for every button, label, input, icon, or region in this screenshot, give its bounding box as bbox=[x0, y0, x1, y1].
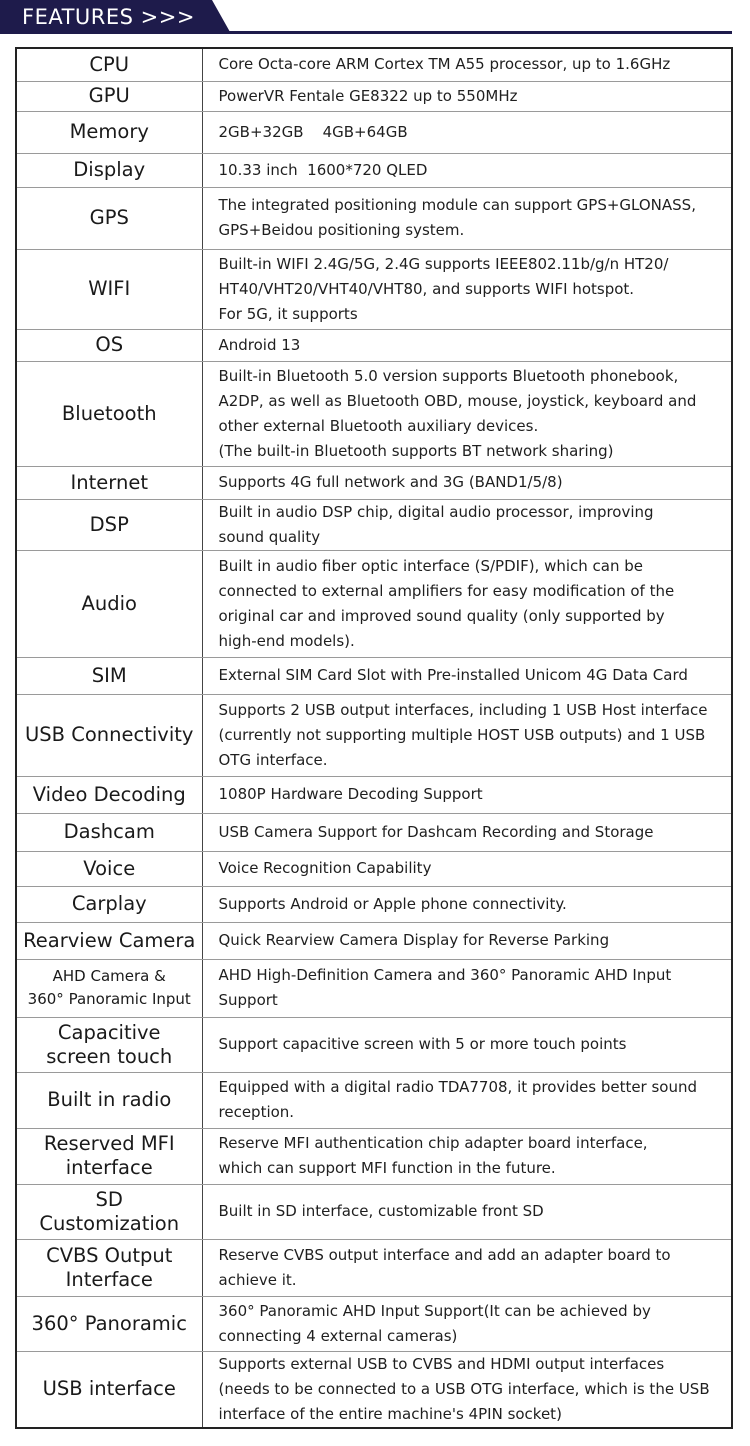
spec-row bbox=[16, 1239, 732, 1296]
spec-value bbox=[202, 959, 732, 1017]
spec-value bbox=[202, 361, 732, 466]
spec-label: WIFI bbox=[16, 249, 202, 329]
spec-value-line: Voice Recognition Capability bbox=[218, 859, 432, 877]
spec-value-line: 10.33 inch 1600*720 QLED bbox=[218, 160, 428, 179]
spec-value-line: USB Camera Support for Dashcam Recording and Storage bbox=[218, 822, 654, 841]
spec-value bbox=[202, 329, 732, 361]
spec-value bbox=[202, 1184, 732, 1239]
spec-row bbox=[16, 1351, 732, 1428]
spec-value bbox=[202, 187, 732, 249]
spec-label: CVBS Output Interface bbox=[16, 1239, 202, 1296]
spec-value-line: connected to external amplifiers for easy modification of the bbox=[218, 581, 675, 600]
spec-label: 360° Panoramic bbox=[16, 1296, 202, 1351]
spec-value-line: A2DP, as well as Bluetooth OBD, mouse, joystick, keyboard and bbox=[218, 391, 697, 410]
spec-value-line: Reserve CVBS output interface and add an adapter board to bbox=[218, 1245, 671, 1264]
spec-row bbox=[16, 81, 732, 111]
spec-row bbox=[16, 111, 732, 153]
spec-value-line: Equipped with a digital radio TDA7708, it provides better sound bbox=[218, 1078, 698, 1096]
spec-label: Audio bbox=[16, 550, 202, 657]
spec-value bbox=[202, 81, 732, 111]
spec-label: GPS bbox=[16, 187, 202, 249]
spec-row bbox=[16, 48, 732, 81]
spec-label: Bluetooth bbox=[16, 361, 202, 466]
spec-value bbox=[202, 1017, 732, 1072]
spec-row bbox=[16, 851, 732, 886]
spec-value bbox=[202, 153, 732, 187]
spec-label: Carplay bbox=[16, 886, 202, 922]
spec-label: Capacitive screen touch bbox=[16, 1017, 202, 1072]
spec-value-line: Built in audio fiber optic interface (S/PDIF), which can be bbox=[218, 556, 644, 575]
spec-value bbox=[202, 466, 732, 499]
spec-value bbox=[202, 550, 732, 657]
spec-row bbox=[16, 922, 732, 959]
spec-row bbox=[16, 1017, 732, 1072]
spec-row bbox=[16, 466, 732, 499]
spec-value-line: 1080P Hardware Decoding Support bbox=[218, 785, 483, 803]
spec-value-line: Reserve MFI authentication chip adapter board interface, bbox=[218, 1134, 648, 1152]
spec-row bbox=[16, 813, 732, 851]
features-header bbox=[0, 0, 750, 38]
spec-value bbox=[202, 1239, 732, 1296]
spec-label: USB interface bbox=[16, 1351, 202, 1428]
spec-label: Video Decoding bbox=[16, 776, 202, 813]
spec-value-line: Supports external USB to CVBS and HDMI output interfaces bbox=[218, 1354, 665, 1373]
spec-row bbox=[16, 499, 732, 550]
spec-value bbox=[202, 111, 732, 153]
spec-value bbox=[202, 657, 732, 694]
spec-value-line: (needs to be connected to a USB OTG interface, which is the USB bbox=[218, 1379, 710, 1398]
spec-value-line: AHD High-Definition Camera and 360° Panoramic AHD Input bbox=[218, 966, 672, 984]
spec-row bbox=[16, 657, 732, 694]
spec-row bbox=[16, 959, 732, 1017]
spec-value bbox=[202, 776, 732, 813]
spec-value-line: Built in audio DSP chip, digital audio processor, improving bbox=[218, 502, 654, 521]
header-divider bbox=[0, 31, 732, 34]
spec-value-line: Supports Android or Apple phone connectivity. bbox=[218, 894, 567, 913]
spec-label: Display bbox=[16, 153, 202, 187]
spec-label: Built in radio bbox=[16, 1072, 202, 1128]
spec-value-line: (The built-in Bluetooth supports BT network sharing) bbox=[218, 441, 614, 460]
spec-value bbox=[202, 499, 732, 550]
spec-value-line: Built-in WIFI 2.4G/5G, 2.4G supports IEEE802.11b/g/n HT20/ bbox=[218, 254, 669, 273]
spec-row bbox=[16, 1296, 732, 1351]
spec-row bbox=[16, 1128, 732, 1184]
spec-label: Rearview Camera bbox=[16, 922, 202, 959]
spec-value-line: Quick Rearview Camera Display for Reverse Parking bbox=[218, 931, 610, 949]
spec-label: AHD Camera & 360° Panoramic Input bbox=[16, 959, 202, 1017]
spec-value-line: other external Bluetooth auxiliary devices. bbox=[218, 416, 539, 435]
spec-value-line: 2GB+32GB 4GB+64GB bbox=[218, 122, 408, 141]
spec-value bbox=[202, 851, 732, 886]
spec-label: Dashcam bbox=[16, 813, 202, 851]
spec-value bbox=[202, 1296, 732, 1351]
spec-value-line: PowerVR Fentale GE8322 up to 550MHz bbox=[218, 86, 518, 105]
spec-value bbox=[202, 922, 732, 959]
spec-value-line: (currently not supporting multiple HOST USB outputs) and 1 USB bbox=[218, 725, 706, 744]
spec-row bbox=[16, 187, 732, 249]
spec-value-line: interface of the entire machine's 4PIN socket) bbox=[218, 1404, 562, 1423]
spec-value bbox=[202, 1351, 732, 1428]
spec-value-line: Supports 2 USB output interfaces, including 1 USB Host interface bbox=[218, 700, 708, 719]
spec-row bbox=[16, 550, 732, 657]
spec-value bbox=[202, 1128, 732, 1184]
spec-label: DSP bbox=[16, 499, 202, 550]
spec-value-line: connecting 4 external cameras) bbox=[218, 1326, 458, 1345]
spec-value-line: Supports 4G full network and 3G (BAND1/5/8) bbox=[218, 473, 563, 491]
spec-value bbox=[202, 249, 732, 329]
spec-label: Voice bbox=[16, 851, 202, 886]
spec-value-line: which can support MFI function in the future. bbox=[218, 1159, 556, 1177]
spec-label: OS bbox=[16, 329, 202, 361]
spec-label: Reserved MFI interface bbox=[16, 1128, 202, 1184]
spec-label: Internet bbox=[16, 466, 202, 499]
spec-row bbox=[16, 361, 732, 466]
spec-value bbox=[202, 1072, 732, 1128]
specifications-table bbox=[15, 47, 733, 1429]
spec-row bbox=[16, 153, 732, 187]
spec-label: SIM bbox=[16, 657, 202, 694]
spec-value-line: GPS+Beidou positioning system. bbox=[218, 221, 465, 239]
spec-label: USB Connectivity bbox=[16, 694, 202, 776]
spec-row bbox=[16, 1072, 732, 1128]
spec-label: Memory bbox=[16, 111, 202, 153]
spec-value-line: For 5G, it supports bbox=[218, 304, 358, 323]
spec-value-line: OTG interface. bbox=[218, 750, 328, 769]
spec-label: GPU bbox=[16, 81, 202, 111]
spec-row bbox=[16, 886, 732, 922]
spec-value-line: Built in SD interface, customizable front SD bbox=[218, 1202, 544, 1220]
spec-value-line: Support bbox=[218, 991, 278, 1009]
spec-value bbox=[202, 48, 732, 81]
spec-value-line: Core Octa-core ARM Cortex TM A55 processor, up to 1.6GHz bbox=[218, 55, 671, 74]
spec-value bbox=[202, 886, 732, 922]
spec-value-line: External SIM Card Slot with Pre-installed Unicom 4G Data Card bbox=[218, 666, 688, 684]
spec-value bbox=[202, 694, 732, 776]
spec-value-line: Android 13 bbox=[218, 335, 301, 354]
spec-row bbox=[16, 694, 732, 776]
spec-row bbox=[16, 249, 732, 329]
spec-value-line: original car and improved sound quality (only supported by bbox=[218, 606, 665, 625]
spec-value-line: achieve it. bbox=[218, 1270, 297, 1289]
spec-value-line: reception. bbox=[218, 1103, 295, 1121]
spec-value-line: sound quality bbox=[218, 527, 321, 546]
spec-value-line: high-end models). bbox=[218, 631, 355, 650]
spec-value-line: 360° Panoramic AHD Input Support(It can be achieved by bbox=[218, 1301, 651, 1320]
spec-value bbox=[202, 813, 732, 851]
spec-value-line: The integrated positioning module can support GPS+GLONASS, bbox=[218, 196, 696, 214]
spec-value-line: Support capacitive screen with 5 or more touch points bbox=[218, 1035, 627, 1053]
spec-row bbox=[16, 329, 732, 361]
spec-label: SD Customization bbox=[16, 1184, 202, 1239]
features-title: FEATURES >>> bbox=[22, 5, 195, 29]
spec-row bbox=[16, 776, 732, 813]
spec-value-line: Built-in Bluetooth 5.0 version supports Bluetooth phonebook, bbox=[218, 366, 679, 385]
spec-label: CPU bbox=[16, 48, 202, 81]
spec-value-line: HT40/VHT20/VHT40/VHT80, and supports WIFI hotspot. bbox=[218, 279, 635, 298]
spec-row bbox=[16, 1184, 732, 1239]
